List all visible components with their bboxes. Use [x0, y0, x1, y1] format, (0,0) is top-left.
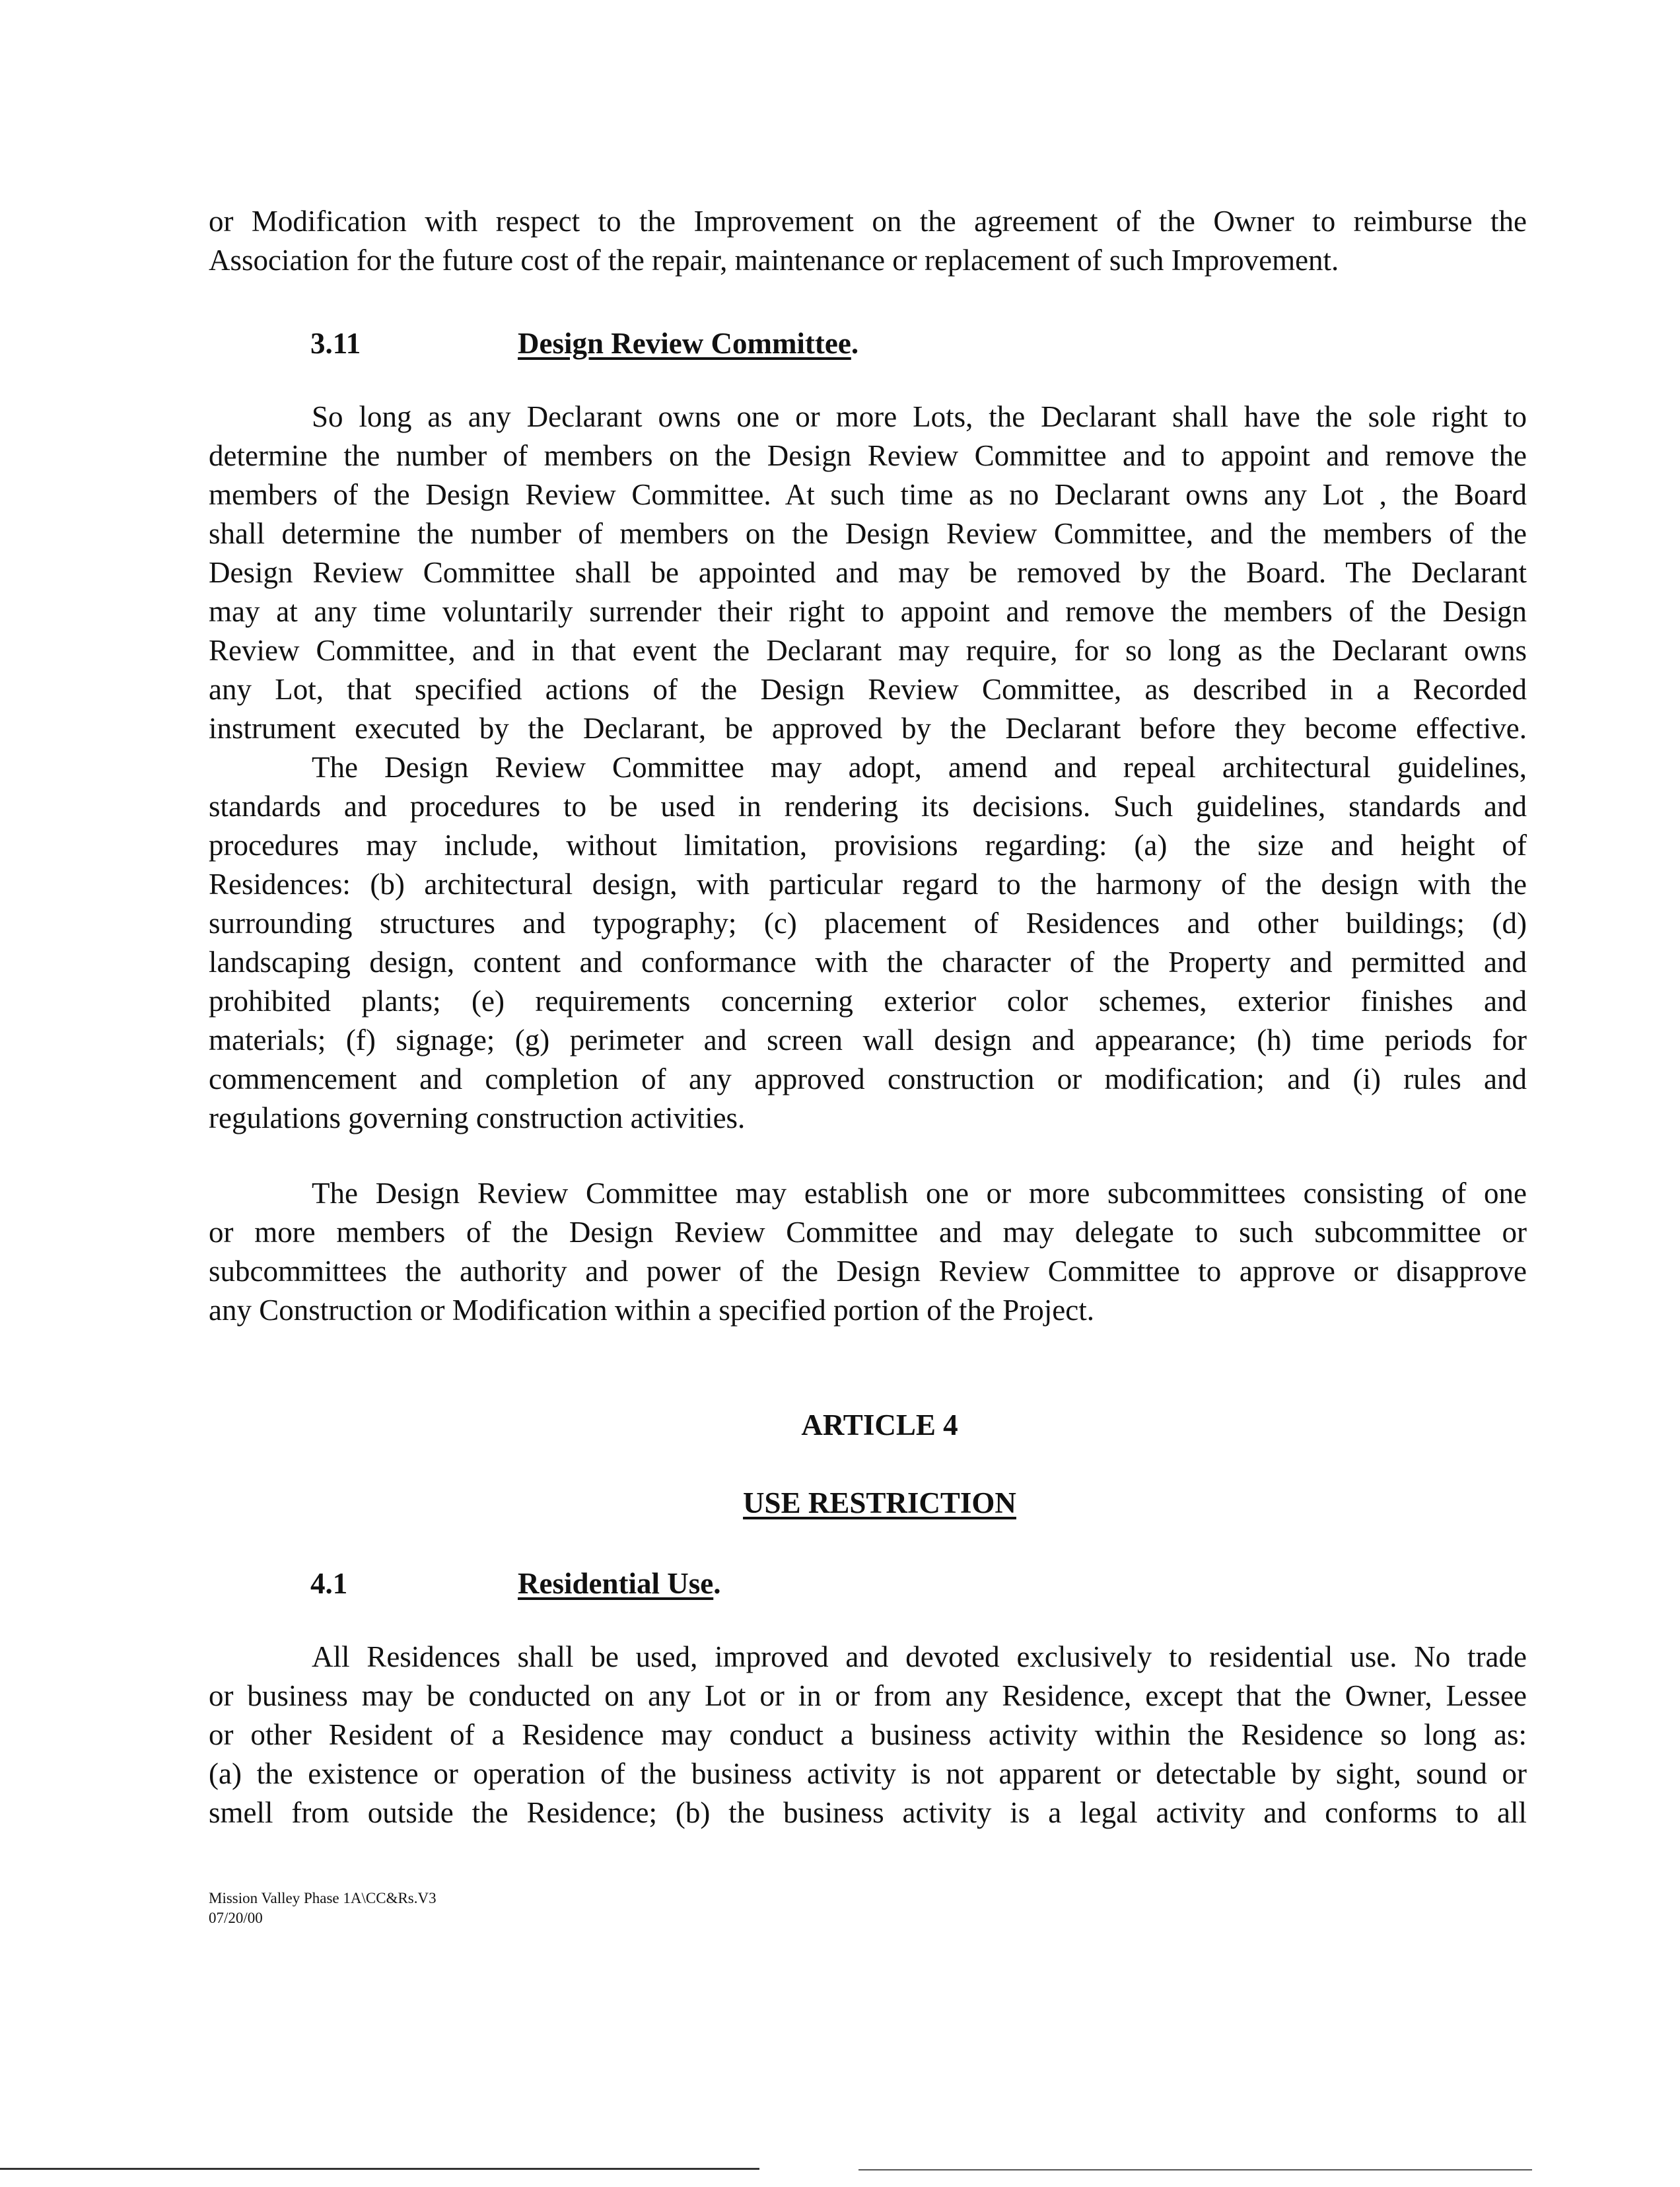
paragraph-line: The Design Review Committee may establish one or more subcommittees consisting of one [312, 1177, 1527, 1210]
paragraph-line: members of the Design Review Committee. At such time as no Declarant owns any Lot , the Board [209, 478, 1527, 511]
paragraph-line: instrument executed by the Declarant, be approved by the Declarant before they become effective. [209, 712, 1527, 745]
section-3-11-paragraph-3 [209, 1174, 1527, 1330]
paragraph-line: commencement and completion of any approved construction or modification; and (i) rules and [209, 1062, 1527, 1095]
section-4-1-number: 4.1 [310, 1567, 348, 1600]
paragraph-line: All Residences shall be used, improved and devoted exclusively to residential use. No trade [312, 1640, 1527, 1673]
paragraph-line: Residences: (b) architectural design, with particular regard to the harmony of the design with the [209, 868, 1527, 901]
paragraph-line: The Design Review Committee may adopt, amend and repeal architectural guidelines, [312, 751, 1527, 784]
paragraph-line: may at any time voluntarily surrender their right to appoint and remove the members of the Design [209, 595, 1527, 628]
section-4-1-title: Residential Use [518, 1567, 714, 1600]
paragraph-line: Review Committee, and in that event the Declarant may require, for so long as the Declarant owns [209, 634, 1527, 667]
section-4-1-paragraph-1 [209, 1638, 1527, 1832]
intro-paragraph [209, 202, 1527, 280]
section-3-11-heading: Design Review Committee. [518, 327, 859, 360]
paragraph-line: procedures may include, without limitation, provisions regarding: (a) the size and height of [209, 829, 1527, 862]
paragraph-line: or Modification with respect to the Improvement on the agreement of the Owner to reimburse the [209, 205, 1527, 238]
paragraph-line: So long as any Declarant owns one or more Lots, the Declarant shall have the sole right to [312, 400, 1527, 433]
paragraph-line: any Construction or Modification within a specified portion of the Project. [209, 1294, 1094, 1327]
article-title: USE RESTRICTION [743, 1486, 1016, 1519]
paragraph-line: (a) the existence or operation of the business activity is not apparent or detectable by sight, sound or [209, 1757, 1527, 1790]
paragraph-line: regulations governing construction activities. [209, 1101, 746, 1134]
article-number: ARTICLE 4 [801, 1408, 958, 1441]
paragraph-line: determine the number of members on the Design Review Committee and to appoint and remove the [209, 439, 1527, 472]
footer-date: 07/20/00 [209, 1910, 263, 1926]
paragraph-line: subcommittees the authority and power of the Design Review Committee to approve or disapprove [209, 1255, 1527, 1288]
paragraph-line: smell from outside the Residence; (b) the business activity is a legal activity and conforms to all [209, 1796, 1527, 1829]
footer [209, 1889, 437, 1928]
paragraph-line: surrounding structures and typography; (c) placement of Residences and other buildings; (d) [209, 907, 1527, 940]
paragraph-line: or business may be conducted on any Lot or in or from any Residence, except that the Owner, Lessee [209, 1679, 1527, 1712]
article-title-wrapper [40, 1486, 1680, 1520]
paragraph-line: any Lot, that specified actions of the Design Review Committee, as described in a Recorded [209, 673, 1527, 706]
paragraph-line: landscaping design, content and conformance with the character of the Property and permitted and [209, 946, 1527, 979]
section-3-11-title: Design Review Committee [518, 327, 851, 360]
footer-file-reference: Mission Valley Phase 1A\CC&Rs.V3 [209, 1890, 437, 1906]
paragraph-line: or other Resident of a Residence may conduct a business activity within the Residence so long as: [209, 1718, 1527, 1751]
section-3-11-number: 3.11 [310, 327, 361, 360]
paragraph-line: standards and procedures to be used in rendering its decisions. Such guidelines, standards and [209, 790, 1527, 823]
paragraph-line: materials; (f) signage; (g) perimeter and screen wall design and appearance; (h) time periods for [209, 1024, 1527, 1057]
paragraph-line: shall determine the number of members on the Design Review Committee, and the members of the [209, 517, 1527, 550]
paragraph-line: prohibited plants; (e) requirements concerning exterior color schemes, exterior finishes and [209, 985, 1527, 1018]
scan-artifact-line [858, 2169, 1532, 2170]
section-4-1-heading: Residential Use. [518, 1567, 721, 1600]
section-3-11-paragraph-2 [209, 748, 1527, 1138]
paragraph-line: Association for the future cost of the repair, maintenance or replacement of such Improvement. [209, 244, 1339, 277]
paragraph-line: Design Review Committee shall be appointed and may be removed by the Board. The Declarant [209, 556, 1527, 589]
scan-artifact-line [0, 2168, 759, 2170]
section-3-11-paragraph-1 [209, 398, 1527, 748]
paragraph-line: or more members of the Design Review Committee and may delegate to such subcommittee or [209, 1216, 1527, 1249]
